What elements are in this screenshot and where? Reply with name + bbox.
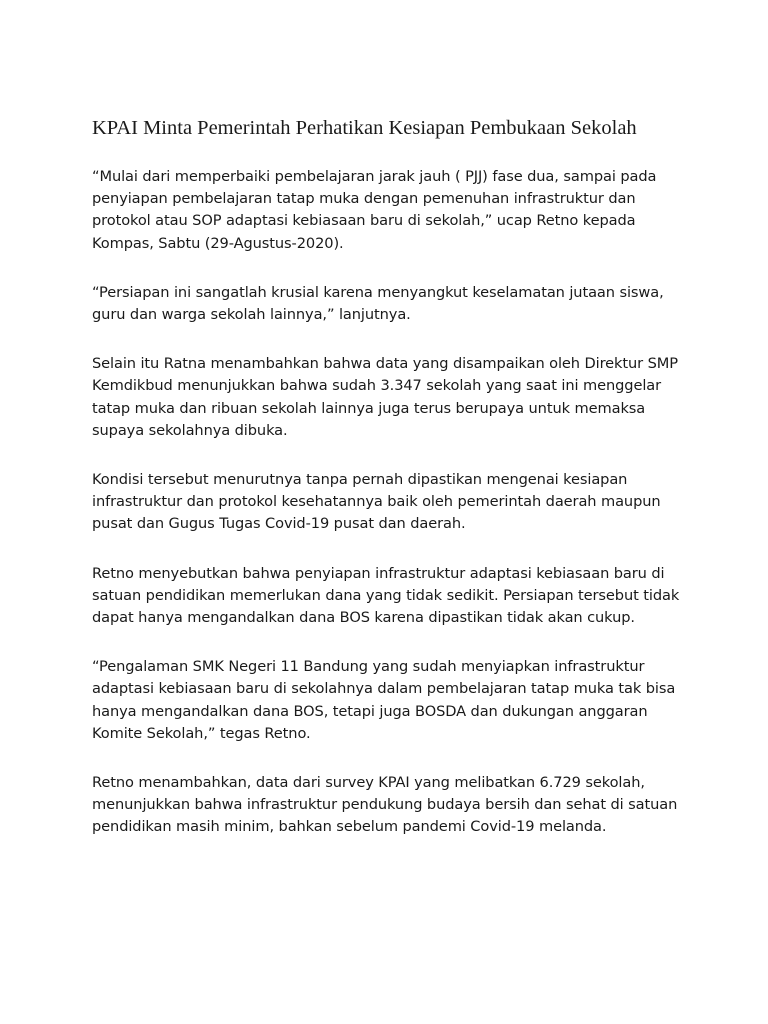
paragraph-6: “Pengalaman SMK Negeri 11 Bandung yang sudah menyiapkan infrastruktur adaptasi kebiasaan baru di sekolahnya dalam pembelajaran tatap muka tak bisa hanya mengandalkan dana BOS, tetapi juga BOSDA dan dukungan anggaran Komite Sekolah,” tegas Retno. [92, 658, 676, 742]
article-title: KPAI Minta Pemerintah Perhatikan Kesiapan Pembukaan Sekolah [92, 117, 637, 139]
paragraph-1: “Mulai dari memperbaiki pembelajaran jarak jauh ( PJJ) fase dua, sampai pada penyiapan pembelajaran tatap muka dengan pemenuhan infrastruktur dan protokol atau SOP adaptasi kebiasaan baru di sekolah,” ucap Retno kepada Kompas, Sabtu (29-Agustus-2020). [92, 168, 657, 252]
paragraph-2: “Persiapan ini sangatlah krusial karena menyangkut keselamatan jutaan siswa, guru dan warga sekolah lainnya,” lanjutnya. [92, 283, 664, 324]
document-page [92, 115, 692, 866]
paragraph-4: Kondisi tersebut menurutnya tanpa pernah dipastikan mengenai kesiapan infrastruktur dan protokol kesehatannya baik oleh pemerintah daerah maupun pusat dan Gugus Tugas Covid-19 pusat dan daerah. [92, 471, 661, 533]
paragraph-3: Selain itu Ratna menambahkan bahwa data yang disampaikan oleh Direktur SMP Kemdikbud menunjukkan bahwa sudah 3.347 sekolah yang saat ini menggelar tatap muka dan ribuan sekolah lainnya juga terus berupaya untuk memaksa supaya sekolahnya dibuka. [92, 355, 678, 439]
paragraph-7: Retno menambahkan, data dari survey KPAI yang melibatkan 6.729 sekolah, menunjukkan bahwa infrastruktur pendukung budaya bersih dan sehat di satuan pendidikan masih minim, bahkan sebelum pandemi Covid-19 melanda. [92, 774, 678, 836]
paragraph-5: Retno menyebutkan bahwa penyiapan infrastruktur adaptasi kebiasaan baru di satuan pendidikan memerlukan dana yang tidak sedikit. Persiapan tersebut tidak dapat hanya mengandalkan dana BOS karena dipastikan tidak akan cukup. [92, 564, 680, 627]
